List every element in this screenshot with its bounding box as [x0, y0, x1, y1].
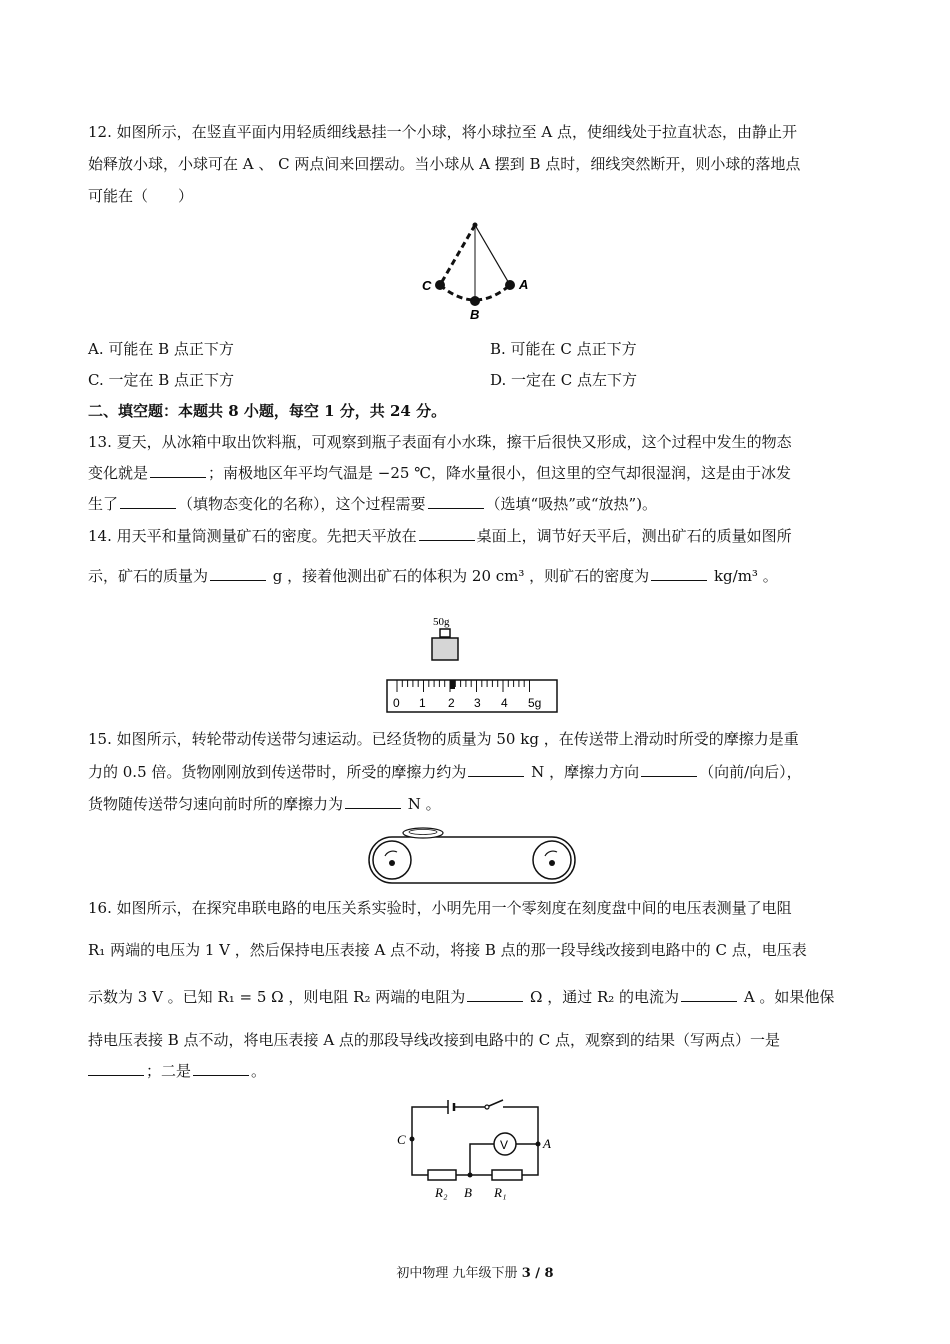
q15-line2 [88, 762, 802, 782]
q14-line2 [88, 566, 778, 586]
q13-line1: 13. 夏天，从冰箱中取出饮料瓶，可观察到瓶子表面有小水珠，擦干后很快又形成，这个过程中发生的物态 [88, 433, 792, 451]
node-c [410, 1137, 415, 1142]
pivot-point [473, 223, 478, 228]
q13-blank-3[interactable] [428, 494, 484, 509]
label-b: B [470, 307, 480, 322]
scale-label-3: 3 [474, 696, 481, 710]
q14-blank-1[interactable] [419, 526, 475, 541]
q15-blank-3[interactable] [345, 794, 401, 809]
q16-line3 [88, 987, 834, 1007]
weight-body [432, 638, 458, 660]
q12-line1: 12. 如图所示，在竖直平面内用轻质细线悬挂一个小球，将小球拉至 A 点，使细线处于拉直状态，由静止开 [88, 123, 797, 141]
q16-blank-2[interactable] [681, 987, 737, 1002]
label-b: B [464, 1185, 472, 1200]
q13-line2 [88, 463, 791, 483]
q13-line2-text-a: 变化就是 [88, 464, 149, 482]
q14-line1-text-a: 14. 用天平和量筒测量矿石的密度。先把天平放在 [88, 527, 417, 545]
weight-label: 50g [433, 616, 450, 628]
q16-blank-1[interactable] [467, 987, 523, 1002]
q16-line3-text-a: 示数为 3 V 。已知 R₁ = 5 Ω ，则电阻 R₂ 两端的电阻为 [88, 988, 466, 1006]
label-a: A [519, 277, 529, 292]
scale-label-0: 0 [393, 696, 400, 710]
q15-line3 [88, 794, 441, 814]
q12-option-d: D. 一定在 C 点左下方 [490, 371, 638, 389]
conveyor-belt [369, 837, 575, 883]
q15-line2-text-c: （向前/向后）， [699, 763, 802, 781]
q15-line1: 15. 如图所示，转轮带动传送带匀速运动。已经货物的质量为 50 kg ，在传送带上滑动时所受的摩擦力是重 [88, 730, 799, 748]
voltmeter-wire-left [470, 1144, 494, 1175]
q16-blank-3[interactable] [88, 1061, 144, 1076]
q16-line2: R₁ 两端的电压为 1 V ，然后保持电压表接 A 点不动，将接 B 点的那一段导线改接到电路中的 C 点，电压表 [88, 941, 807, 959]
q16-line5-text-a: ；二是 [146, 1062, 192, 1080]
resistor-r2 [428, 1170, 456, 1180]
q14-line1 [88, 526, 792, 546]
q15-blank-2[interactable] [641, 762, 697, 777]
q13-line2-text-b: ；南极地区年平均气温是 −25 ℃，降水量很小，但这里的空气却很湿润，这是由于冰发 [208, 464, 791, 482]
switch-contact [485, 1105, 489, 1109]
left-wheel-axle [389, 860, 395, 866]
q15-line3-text-b: N 。 [403, 795, 441, 813]
voltmeter-label: V [500, 1138, 509, 1152]
label-r2: R₂ [435, 1185, 448, 1200]
resistor-r1 [492, 1170, 522, 1180]
right-wheel-axle [549, 860, 555, 866]
q12-line3: 可能在（ ） [88, 187, 194, 205]
label-c: C [397, 1132, 406, 1147]
q14-blank-3[interactable] [651, 566, 707, 581]
scale-label-5g: 5g [528, 696, 542, 710]
weight-handle [440, 629, 450, 637]
q16-line3-text-c: A 。如果他保 [739, 988, 835, 1006]
switch-lever [489, 1100, 503, 1106]
right-wheel-rotation-arrow [545, 851, 557, 856]
scale-label-4: 4 [501, 696, 508, 710]
q15-line3-text-a: 货物随传送带匀速向前时所的摩擦力为 [88, 795, 344, 813]
q16-line5 [88, 1061, 266, 1081]
scale-label-1: 1 [419, 696, 426, 710]
page-footer [0, 1262, 950, 1281]
left-wheel-rotation-arrow [385, 851, 397, 856]
pendulum-string-c [440, 225, 475, 285]
pendulum-string-a [475, 225, 510, 285]
q12-option-b: B. 可能在 C 点正下方 [490, 340, 637, 358]
q15-blank-1[interactable] [468, 762, 524, 777]
q16-line3-text-b: Ω ，通过 R₂ 的电流为 [525, 988, 680, 1006]
q13-line3-text-b: （填物态变化的名称），这个过程需要 [178, 495, 426, 513]
pendulum-figure [410, 215, 540, 325]
circuit-wire-left [412, 1107, 448, 1175]
circuit-figure [390, 1095, 565, 1210]
q12-line2: 始释放小球，小球可在 A 、 C 两点间来回摆动。当小球从 A 摆到 B 点时，细线突然断开，则小球的落地点 [88, 155, 801, 173]
q14-line1-text-b: 桌面上，调节好天平后，测出矿石的质量如图所 [476, 527, 792, 545]
label-r1: R₁ [494, 1185, 507, 1200]
balance-figure [385, 612, 560, 717]
q12-option-c: C. 一定在 B 点正下方 [88, 371, 235, 389]
q14-line2-text-b: g ，接着他测出矿石的体积为 20 cm³ ，则矿石的密度为 [268, 567, 650, 585]
q14-line2-text-c: kg/m³ 。 [709, 567, 778, 585]
q13-blank-1[interactable] [150, 463, 206, 478]
q13-line3-text-c: （选填“吸热”或“放热”)。 [485, 495, 658, 513]
ball-a [505, 280, 515, 290]
q14-line2-text-a: 示，矿石的质量为 [88, 567, 209, 585]
q13-line3 [88, 494, 657, 514]
q13-line3-text-a: 生了 [88, 495, 119, 513]
q16-line4: 持电压表接 B 点不动，将电压表接 A 点的那段导线改接到电路中的 C 点，观察到的结果（写两点）一是 [88, 1031, 780, 1049]
label-a: A [543, 1136, 551, 1151]
q14-blank-2[interactable] [210, 566, 266, 581]
label-c: C [422, 278, 432, 293]
ball-c [435, 280, 445, 290]
q16-blank-4[interactable] [193, 1061, 249, 1076]
q12-option-a: A. 可能在 B 点正下方 [88, 340, 234, 358]
scale-label-2: 2 [448, 696, 455, 710]
rider [450, 680, 455, 689]
q16-line5-text-b: 。 [251, 1062, 267, 1080]
q15-line2-text-a: 力的 0.5 倍。货物刚刚放到传送带时，所受的摩擦力约为 [88, 763, 467, 781]
footer-page-number: 3 / 8 [521, 1266, 554, 1281]
ball-b [470, 296, 480, 306]
footer-subject: 初中物理 九年级下册 [396, 1266, 522, 1281]
section-2-header: 二、填空题：本题共 8 小题，每空 1 分，共 24 分。 [88, 402, 447, 420]
q16-line1: 16. 如图所示，在探究串联电路的电压关系实验时，小明先用一个零刻度在刻度盘中间的电压表测量了电阻 [88, 899, 792, 917]
conveyor-figure [365, 826, 585, 896]
q15-line2-text-b: N ，摩擦力方向 [526, 763, 640, 781]
q13-blank-2[interactable] [120, 494, 176, 509]
